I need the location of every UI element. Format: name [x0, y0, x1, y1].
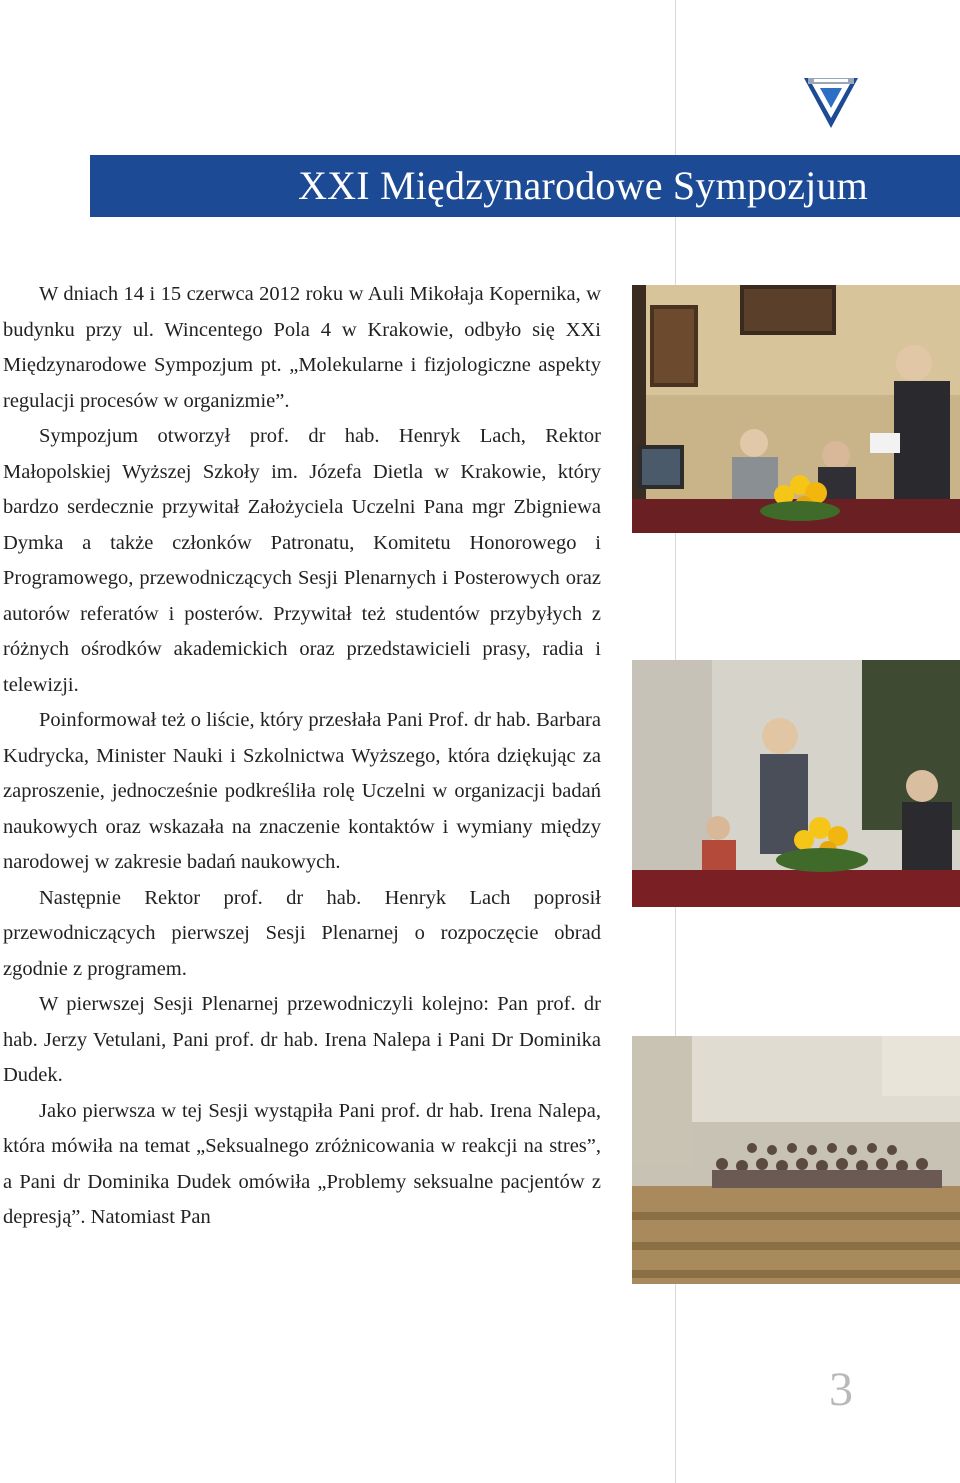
paragraph: W pierwszej Sesji Plenarnej przewodniczyli kolejno: Pan prof. dr hab. Jerzy Vetulani, Pani prof. dr hab. Irena Nalepa i Pani Dr Dominika Dudek.: [3, 993, 601, 1086]
paragraph: Jako pierwsza w tej Sesji wystąpiła Pani prof. dr hab. Irena Nalepa, która mówiła na temat „Seksualnego zróżnicowania w reakcji na stres”, a Pani dr Dominika Dudek omówiła „Problemy seksualne pacjentów z depresją”. Natomiast Pan: [3, 1099, 601, 1228]
photo-speaker-with-microphone: [632, 660, 960, 907]
paragraph: W dniach 14 i 15 czerwca 2012 roku w Auli Mikołaja Kopernika, w budynku przy ul. Wincentego Pola 4 w Krakowie, odbyło się XXi Międzynarodowe Sympozjum pt. „Molekularne i fizjologiczne aspekty regulacji procesów w organizmie”.: [3, 283, 601, 412]
paragraph: Poinformował też o liście, który przesłała Pani Prof. dr hab. Barbara Kudrycka, Minister Nauki i Szkolnictwa Wyższego, która dziękując za zaproszenie, jednocześnie podkreśliła rolę Uczelni w organizacji badań naukowych oraz wskazała na znaczenie kontaktów i wymiany między narodowej w zakresie badań naukowych.: [3, 709, 601, 873]
article-body: [3, 277, 601, 1236]
shield-logo-icon: [800, 72, 862, 132]
photo-audience-hall: [632, 1036, 960, 1284]
paragraph: Następnie Rektor prof. dr hab. Henryk Lach poprosił przewodniczących pierwszej Sesji Plenarnej o rozpoczęcie obrad zgodnie z programem.: [3, 886, 601, 980]
paragraph: Sympozjum otworzył prof. dr hab. Henryk Lach, Rektor Małopolskiej Wyższej Szkoły im. Józefa Dietla w Krakowie, który bardzo serdecznie przywitał Założyciela Uczelni Pana mgr Zbigniewa Dymka a także członków Patronatu, Komitetu Honorowego i Programowego, przewodniczących Sesji Plenarnych i Posterowych oraz autorów referatów i posterów. Przywitał też studentów przybyłych z różnych ośrodków akademickich oraz przedstawicieli prasy, radia i telewizji.: [3, 425, 601, 696]
photo-speaker-at-podium: [632, 285, 960, 533]
page-number: 3: [829, 1363, 853, 1416]
page-title: XXI Międzynarodowe Sympozjum: [298, 163, 868, 208]
title-banner: [90, 155, 960, 217]
